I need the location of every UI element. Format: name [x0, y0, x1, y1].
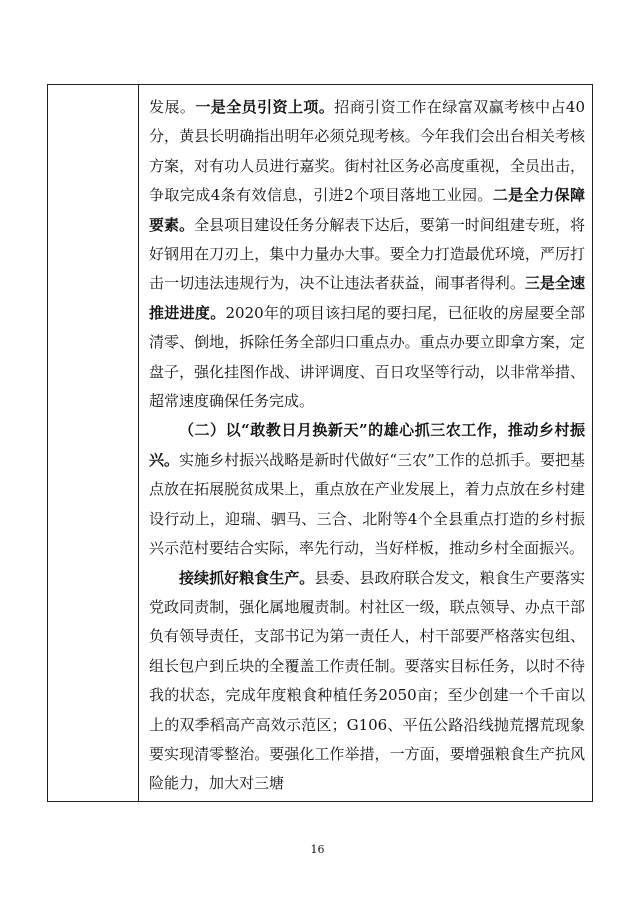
text: 2020年的项目该扫尾的要扫尾，已征收的房屋要全部清零、倒地，拆除任务全部归口重点办。重点办要立即拿方案，定盘子，强化挂图作战、讲评调度、百日攻坚等行动，以非常举措、超常速度确保任务完成。: [149, 303, 585, 411]
bold-heading: 三是全速推进进度。: [149, 274, 585, 322]
document-table: [47, 84, 593, 802]
table-left-column: [48, 85, 139, 801]
bold-heading: 接续抓好粮食生产。: [179, 568, 315, 587]
bold-heading: 二是全力保障要素。: [149, 186, 585, 234]
section-heading: （二）以“敢教日月换新天”的雄心抓三农工作，推动乡村振兴。: [149, 421, 585, 469]
paragraph-projects: [149, 93, 585, 416]
text: 招商引资工作在绿富双赢考核中占40分，黄县长明确指出明年必须兑现考核。今年我们会出台相关考核方案，对有功人员进行嘉奖。街村社区务必高度重视，全员出击，争取完成4条有效信息，引进2个项目落地工业园。: [149, 98, 585, 205]
paragraph-rural: [149, 416, 585, 563]
table-content-cell: [149, 93, 585, 799]
text: 县委、县政府联合发文，粮食生产要落实党政同责制，强化属地履责制。村社区一级，联点领导、办点干部负有领导责任，支部书记为第一责任人，村干部要严格落实包组、组长包户到丘块的全覆盖工作责任制。要落实目标任务，以时不待我的状态，完成年度粮食种植任务2050亩；至少创建一个千亩以上的双季稻高产高效示范区；G106、平伍公路沿线抛荒撂荒现象要实现清零整治。要强化工作举措，一方面，要增强粮食生产抗风险能力，加大对三塘: [149, 568, 585, 793]
text: 全县项目建设任务分解表下达后，要第一时间组建专班，将好钢用在刀刃上，集中力量办大事。要全力打造最优环境，严厉打击一切违法违规行为，决不让违法者获益，闹事者得利。: [149, 215, 585, 293]
page-number: 16: [310, 843, 325, 856]
paragraph-grain: [149, 564, 585, 799]
bold-heading: 一是全员引资上项。: [195, 98, 335, 116]
text: 发展。: [149, 98, 196, 116]
text: 实施乡村振兴战略是新时代做好“三农”工作的总抓手。要把基点放在拓展脱贫成果上，重点放在产业发展上，着力点放在乡村建设行动上，迎瑞、驷马、三合、北附等4个全县重点打造的乡村振兴示范村要结合实际，率先行动，当好样板，推动乡村全面振兴。: [149, 450, 585, 558]
